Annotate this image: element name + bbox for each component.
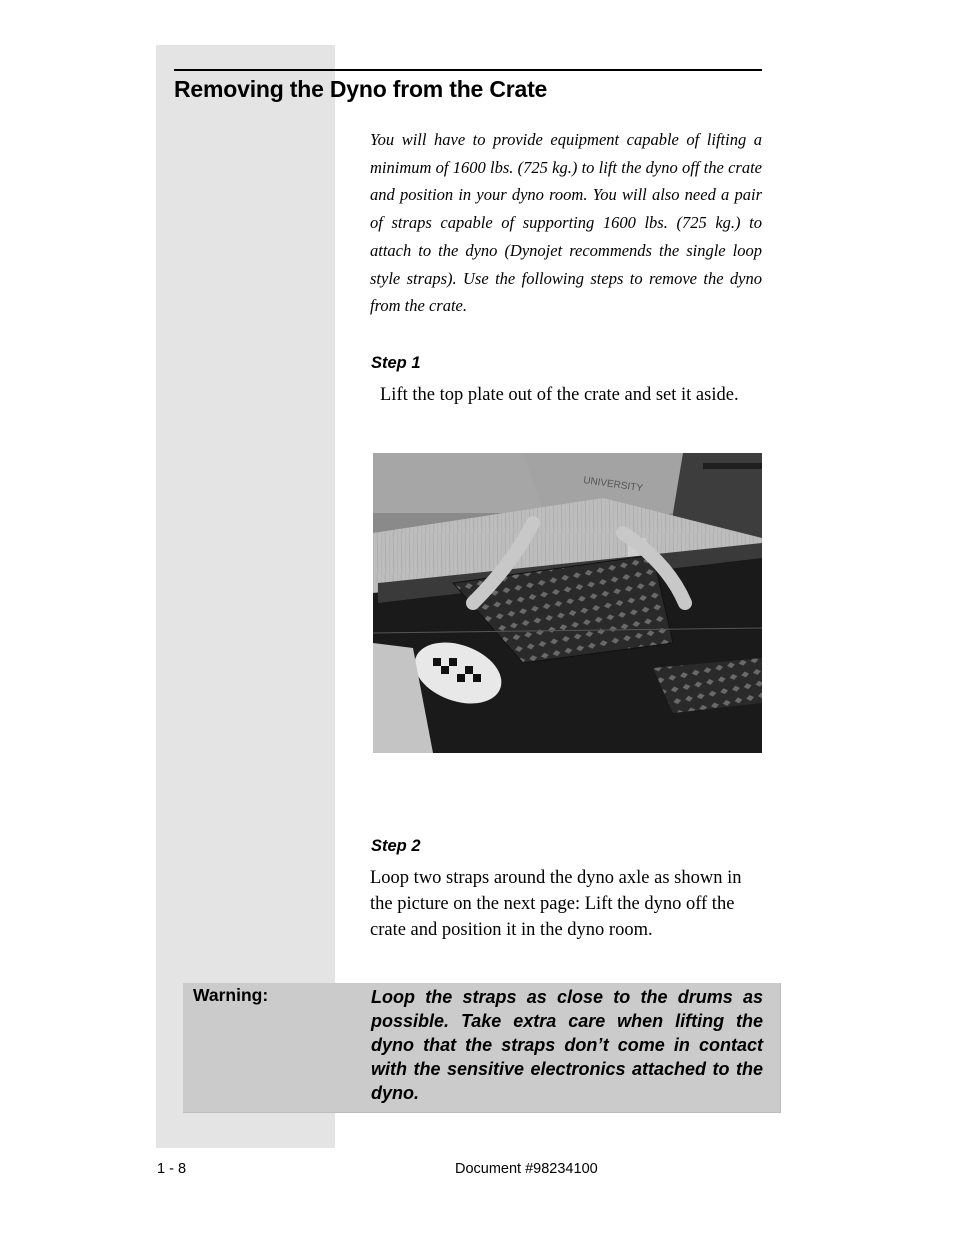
page-number: 1 - 8	[157, 1161, 187, 1177]
step-1-label: Step 1	[371, 354, 421, 372]
step-2-text: Loop two straps around the dyno axle as shown in the picture on the next page: Lift the dyno off the crate and position it in the dyno room.	[370, 868, 742, 940]
heading-rule	[174, 69, 762, 71]
step-2-label: Step 2	[371, 837, 421, 855]
shirt-text: UNIVERSITY	[582, 475, 644, 495]
warning-text: Loop the straps as close to the drums as possible. Take extra care when lifting the dyno that the straps don’t come in contact with the sensitive electronics attached to the dyno.	[371, 987, 763, 1103]
document-number: Document #98234100	[455, 1161, 598, 1177]
section-title: Removing the Dyno from the Crate	[174, 76, 548, 102]
intro-paragraph: You will have to provide equipment capable of lifting a minimum of 1600 lbs. (725 kg.) to lift the dyno off the crate and position in your dyno room. You will also need a pair of straps capable of supporting 1600 lbs. (725 kg.) to attach to the dyno (Dynojet recommends the single loop style straps). Use the following steps to remove the dyno from the crate.	[370, 130, 762, 316]
crate-photo	[373, 453, 762, 753]
step-1-text: Lift the top plate out of the crate and set it aside.	[380, 385, 739, 405]
warning-label: Warning:	[193, 985, 269, 1005]
